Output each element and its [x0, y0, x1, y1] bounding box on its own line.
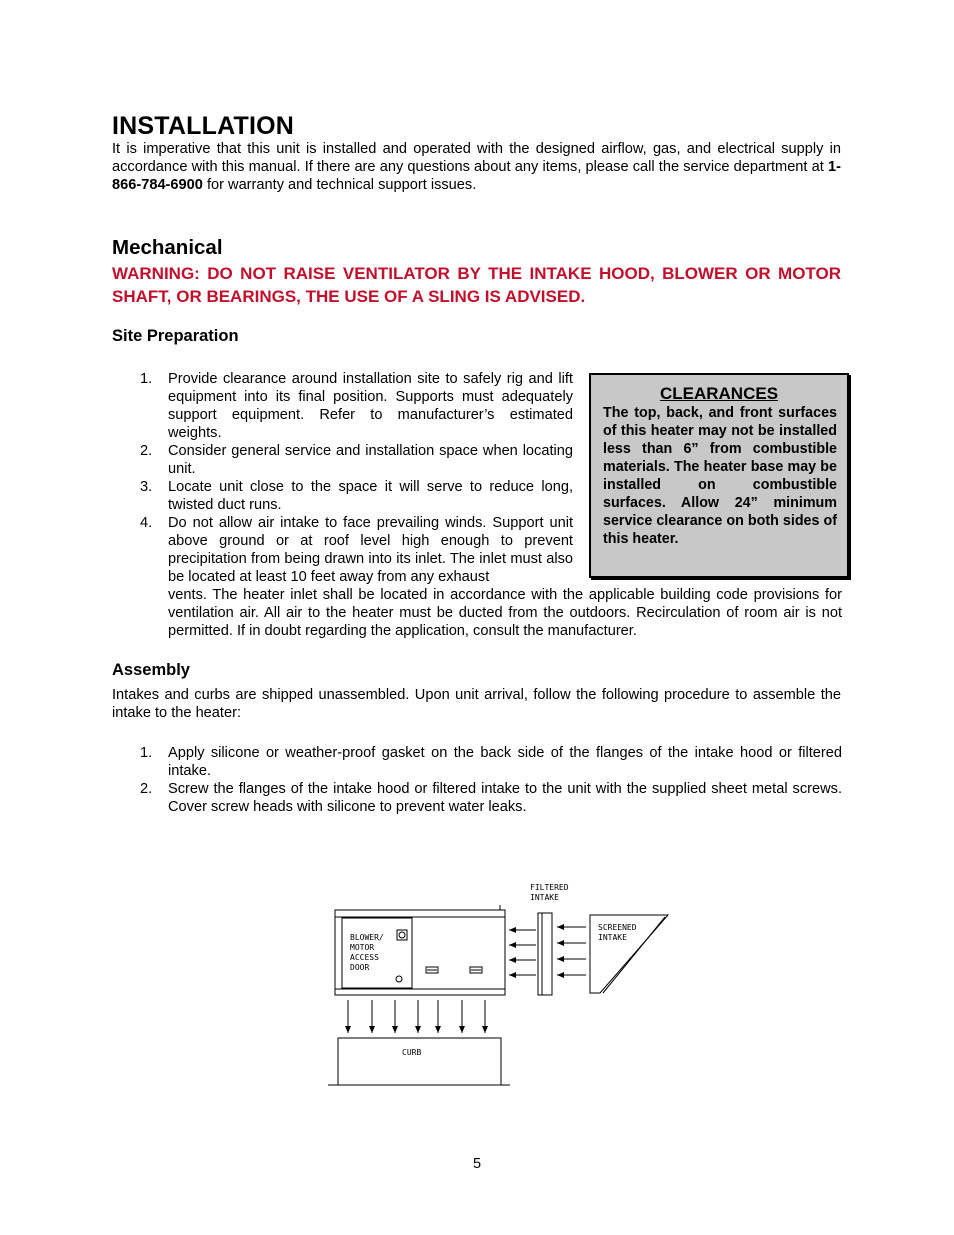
list-item: 2. Screw the flanges of the intake hood or filtered intake to the unit with the supplied sheet metal screws. Cover screw heads with silicone to prevent water leaks. — [140, 781, 842, 815]
screened-intake-label: SCREENED — [598, 923, 637, 932]
clearances-title: CLEARANCES — [659, 384, 779, 403]
service-phone: 1-866-784-6900 — [112, 158, 841, 193]
curb-label: CURB — [402, 1048, 422, 1057]
site-preparation-heading: Site Preparation — [112, 327, 239, 345]
installation-intro: It is imperative that this unit is installed and operated with the designed airflow, gas, and electrical supply in accordance with this manual. If there are any questions about any items, please call the service department at 1-866-784-6900 for warranty and technical support issues. — [112, 141, 841, 193]
blower-label: ACCESS — [350, 953, 379, 962]
installation-heading: INSTALLATION — [112, 112, 295, 140]
list-item: 2. Consider general service and installation space when locating unit. — [140, 443, 573, 477]
filtered-intake — [538, 913, 552, 995]
assembly-list — [140, 744, 842, 816]
list-item: 1. Apply silicone or weather-proof gasket on the back side of the flanges of the intake hood or filtered intake. — [140, 745, 842, 779]
mechanical-heading: Mechanical — [112, 236, 223, 259]
filtered-intake-label: INTAKE — [530, 893, 559, 902]
filtered-intake-label: FILTERED — [530, 883, 569, 892]
page-number: 5 — [472, 1156, 482, 1172]
assembly-intro: Intakes and curbs are shipped unassembled. Upon unit arrival, follow the following procedure to assemble the intake to the heater: — [112, 687, 841, 721]
blower-label: MOTOR — [350, 943, 375, 952]
assembly-diagram — [320, 875, 680, 1090]
assembly-heading: Assembly — [112, 661, 190, 679]
blower-label: DOOR — [350, 963, 370, 972]
curb — [338, 1038, 501, 1085]
list-item: 4. Do not allow air intake to face prevailing winds. Support unit above ground or at roof level high enough to prevent precipitation from being drawn into its inlet. The inlet must also be located at least 10 feet away from any exhaust vents. The heater inlet shall be located in accordance with the applicable building code provisions for ventilation air. All air to the heater must be ducted from the outdoors. Recirculation of room air is not permitted. If in doubt regarding the application, consult the manufacturer. — [140, 515, 842, 639]
clearances-text: The top, back, and front surfaces of this heater may not be installed less than 6” from combustible materials. The heater base may be installed on combustible surfaces. Allow 24” minimum service clearance on both sides of this heater. — [603, 405, 837, 547]
warning-text: WARNING: DO NOT RAISE VENTILATOR BY THE INTAKE HOOD, BLOWER OR MOTOR SHAFT, OR BEARINGS, THE USE OF A SLING IS ADVISED. — [112, 264, 841, 306]
list-item: 1. Provide clearance around installation site to safely rig and lift equipment into its final position. Supports must adequately support equipment. Refer to manufacturer’s estimated weights. — [140, 371, 573, 441]
blower-label: BLOWER/ — [350, 933, 384, 942]
clearances-box — [589, 373, 849, 578]
list-item: 3. Locate unit close to the space it will serve to reduce long, twisted duct runs. — [140, 479, 573, 513]
screened-intake-label: INTAKE — [598, 933, 627, 942]
